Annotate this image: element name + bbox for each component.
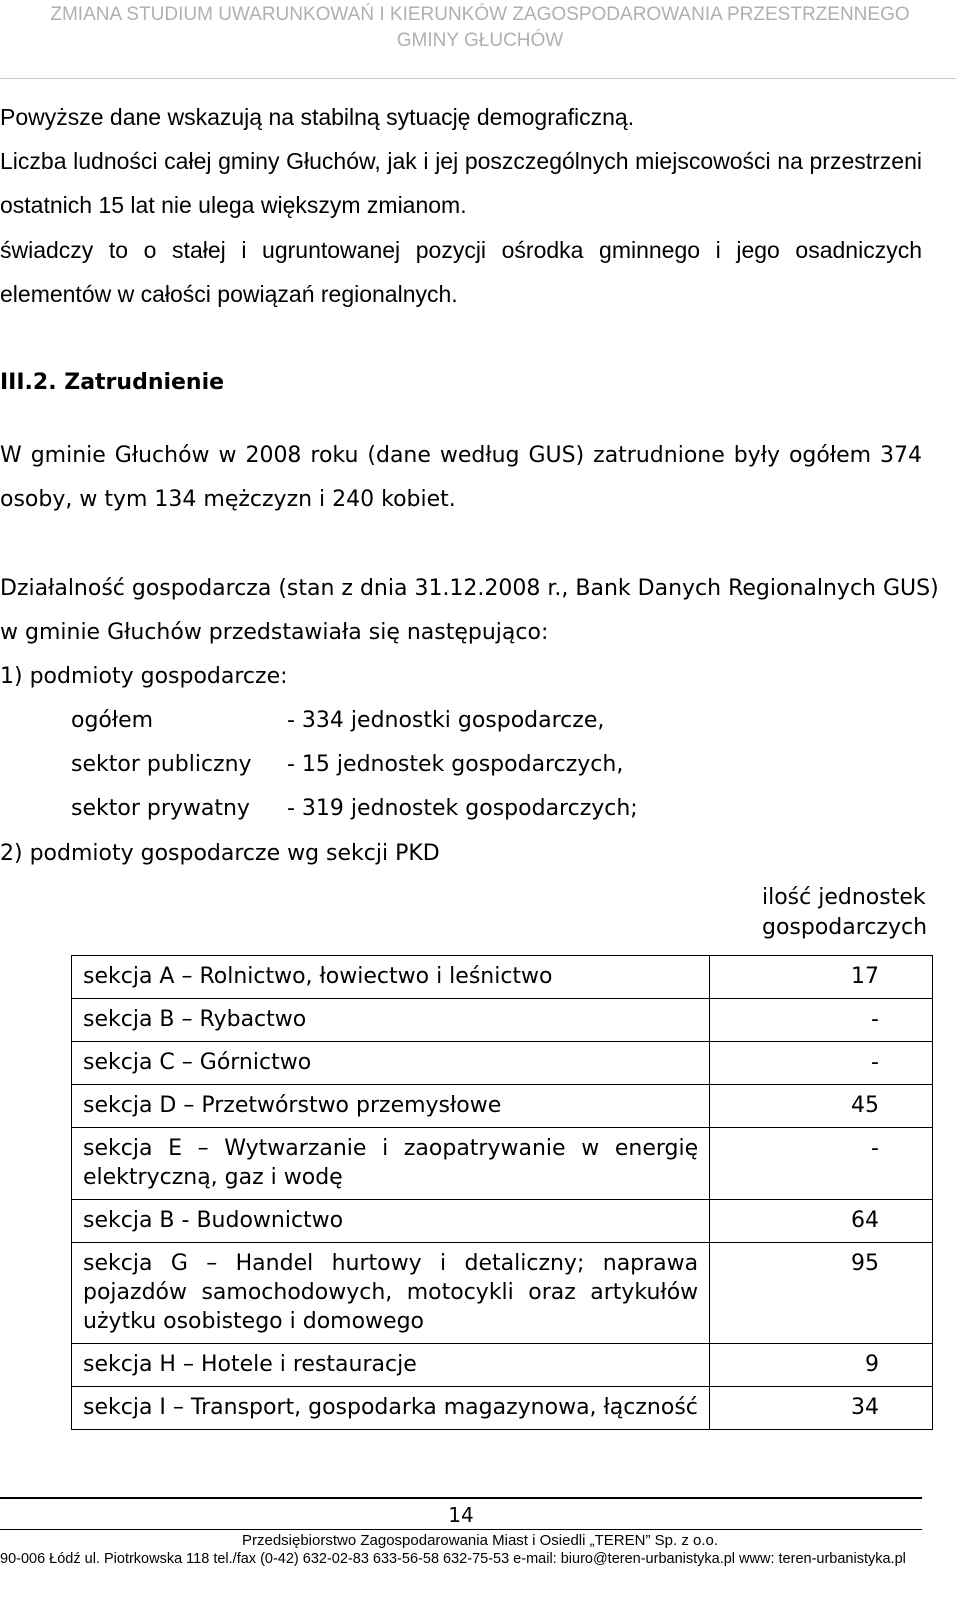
activity-line-2: w gminie Głuchów przedstawiała się następująco: [0, 620, 549, 645]
page-number: 14 [448, 1503, 474, 1527]
table-cell-section: sekcja E – Wytwarzanie i zaopatrywanie w energię elektryczną, gaz i wodę [72, 1128, 710, 1200]
table-row [72, 999, 933, 1042]
table-row [72, 1200, 933, 1243]
table-cell-section: sekcja B - Budownictwo [72, 1200, 710, 1243]
list1-label: sektor publiczny [71, 752, 252, 777]
list2-title: 2) podmioty gospodarcze wg sekcji PKD [0, 841, 440, 866]
table-cell-count: 45 [710, 1085, 933, 1128]
intro-paragraph-3: świadczy to o stałej i ugruntowanej pozycji ośrodka gminnego i jego osadniczych elementów w całości powiązań regionalnych. [0, 237, 922, 307]
list1-value: - 15 jednostek gospodarczych, [287, 752, 624, 777]
document-header [0, 0, 960, 54]
table-row [72, 1042, 933, 1085]
table-row [72, 1344, 933, 1387]
table-cell-section: sekcja B – Rybactwo [72, 999, 710, 1042]
table-cell-count: 9 [710, 1344, 933, 1387]
table-row [72, 1387, 933, 1430]
table-cell-section: sekcja C – Górnictwo [72, 1042, 710, 1085]
table-cell-section: sekcja D – Przetwórstwo przemysłowe [72, 1085, 710, 1128]
intro-paragraph-1: Powyższe dane wskazują na stabilną sytuację demograficzną. [0, 104, 635, 130]
header-title-line1: ZMIANA STUDIUM UWARUNKOWAŃ I KIERUNKÓW ZAGOSPODAROWANIA PRZESTRZENNEGO [50, 4, 910, 25]
intro-paragraph-2: Liczba ludności całej gminy Głuchów, jak i jej poszczególnych miejscowości na przestrzeni ostatnich 15 lat nie ulega większym zmianom. [0, 148, 922, 218]
footer-divider-top [0, 1497, 922, 1499]
table-row [72, 1085, 933, 1128]
footer-company: Przedsiębiorstwo Zagospodarowania Miast i Osiedli „TEREN” Sp. z o.o. [241, 1532, 719, 1549]
pkd-table [71, 955, 933, 1430]
table-column-header: ilość jednostek gospodarczych [762, 885, 928, 940]
table-cell-count: 64 [710, 1200, 933, 1243]
employment-paragraph: W gminie Głuchów w 2008 roku (dane według GUS) zatrudnione były ogółem 374 osoby, w tym 134 mężczyzn i 240 kobiet. [0, 443, 922, 512]
table-cell-count: - [710, 999, 933, 1042]
table-row [72, 956, 933, 999]
table-cell-count: - [710, 1128, 933, 1200]
list1-value: - 319 jednostek gospodarczych; [287, 796, 638, 821]
footer-address: 90-006 Łódź ul. Piotrkowska 118 tel./fax (0-42) 632-02-83 633-56-58 632-75-53 e-mail: biuro@teren-urbanistyka.pl www: teren-urbanistyka.pl [0, 1551, 906, 1567]
footer-divider [0, 1529, 922, 1530]
table-cell-section: sekcja I – Transport, gospodarka magazynowa, łączność [72, 1387, 710, 1430]
list1-label: ogółem [71, 708, 154, 733]
table-cell-count: 17 [710, 956, 933, 999]
header-divider [0, 78, 956, 79]
table-row [72, 1243, 933, 1344]
list1-value: - 334 jednostki gospodarcze, [287, 708, 605, 733]
table-row [72, 1128, 933, 1200]
table-cell-section: sekcja H – Hotele i restauracje [72, 1344, 710, 1387]
table-cell-count: - [710, 1042, 933, 1085]
list1-label: sektor prywatny [71, 796, 250, 821]
table-cell-count: 95 [710, 1243, 933, 1344]
list1-title: 1) podmioty gospodarcze: [0, 664, 288, 689]
section-heading: III.2. Zatrudnienie [0, 370, 225, 395]
header-title-line2: GMINY GŁUCHÓW [396, 30, 564, 51]
table-cell-count: 34 [710, 1387, 933, 1430]
table-cell-section: sekcja G – Handel hurtowy i detaliczny; naprawa pojazdów samochodowych, motocykli oraz artykułów użytku osobistego i domowego [72, 1243, 710, 1344]
table-cell-section: sekcja A – Rolnictwo, łowiectwo i leśnictwo [72, 956, 710, 999]
activity-line-1: Działalność gospodarcza (stan z dnia 31.12.2008 r., Bank Danych Regionalnych GUS) [0, 576, 939, 601]
